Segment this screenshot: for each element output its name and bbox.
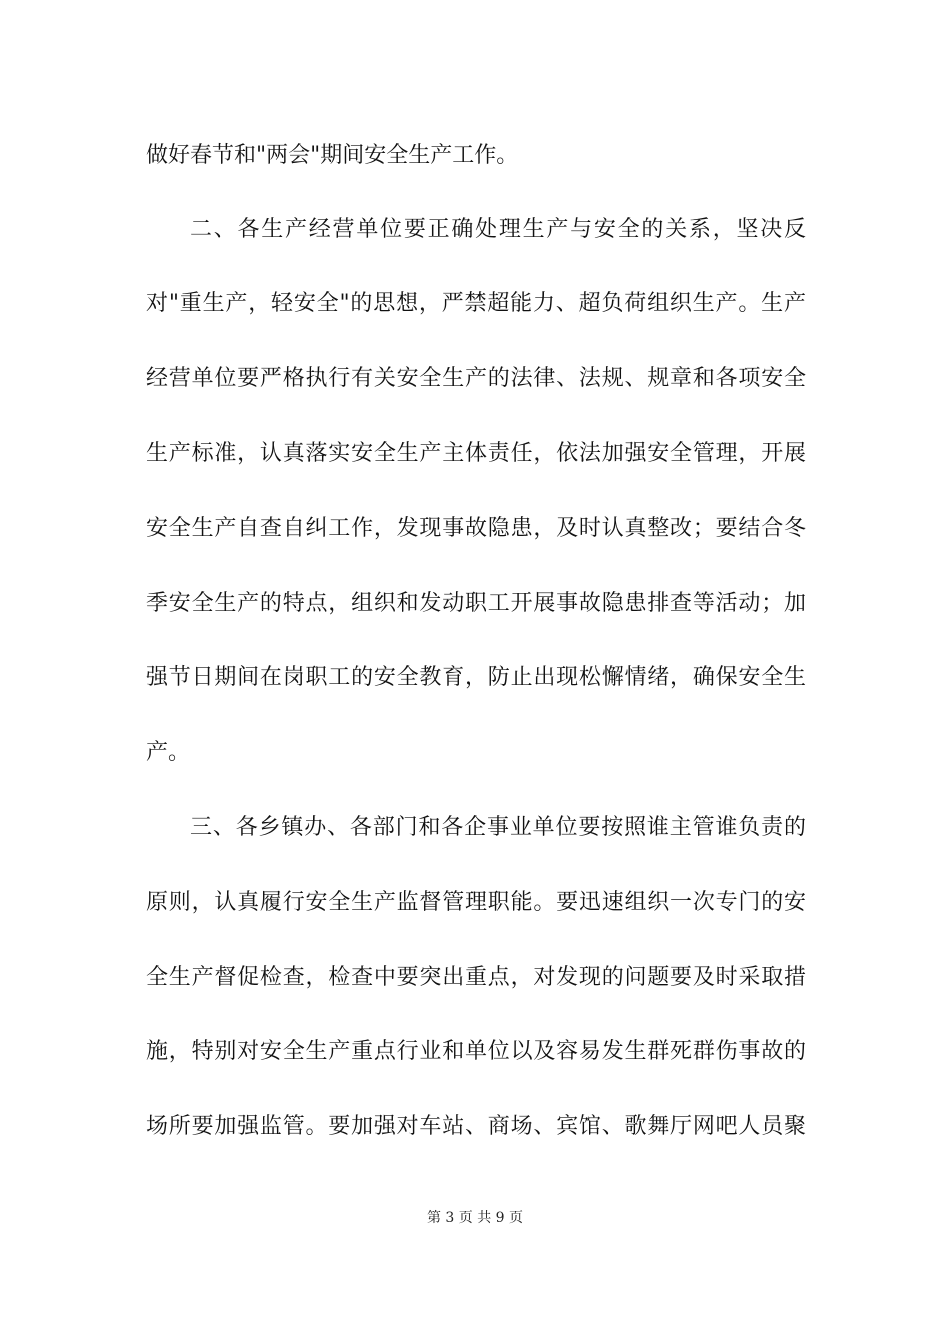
paragraph-line: 对"重生产，轻安全"的思想，严禁超能力、超负荷组织生产。生产 <box>146 291 806 316</box>
paragraph-line: 做好春节和"两会"期间安全生产工作。 <box>146 143 519 168</box>
paragraph-line: 经营单位要严格执行有关安全生产的法律、法规、规章和各项安全 <box>146 366 806 391</box>
paragraph-line: 产。 <box>146 740 191 765</box>
paragraph-line: 全生产督促检查，检查中要突出重点，对发现的问题要及时采取措 <box>146 965 806 990</box>
paragraph-line: 施，特别对安全生产重点行业和单位以及容易发生群死群伤事故的 <box>146 1039 806 1064</box>
paragraph-line: 安全生产自查自纠工作，发现事故隐患，及时认真整改；要结合冬 <box>146 516 806 541</box>
paragraph-line: 场所要加强监管。要加强对车站、商场、宾馆、歌舞厅网吧人员聚 <box>146 1114 806 1139</box>
paragraph-line: 季安全生产的特点，组织和发动职工开展事故隐患排查等活动；加 <box>146 591 806 616</box>
paragraph-line: 强节日期间在岗职工的安全教育，防止出现松懈情绪，确保安全生 <box>146 665 806 690</box>
paragraph-line: 原则，认真履行安全生产监督管理职能。要迅速组织一次专门的安 <box>146 890 806 915</box>
page-footer: 第 3 页 共 9 页 <box>426 1210 524 1226</box>
paragraph-line: 三、各乡镇办、各部门和各企事业单位要按照谁主管谁负责的 <box>190 815 806 840</box>
paragraph-line: 二、各生产经营单位要正确处理生产与安全的关系，坚决反 <box>190 217 806 242</box>
paragraph-line: 生产标准，认真落实安全生产主体责任，依法加强安全管理，开展 <box>146 441 806 466</box>
